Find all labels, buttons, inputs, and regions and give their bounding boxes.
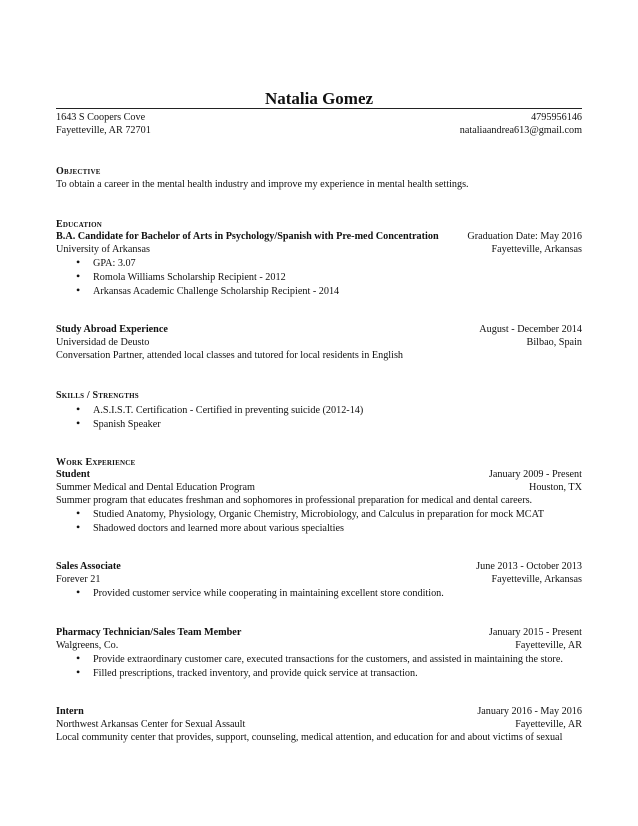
job-org: Summer Medical and Dental Education Program <box>56 482 255 493</box>
abroad-school: Universidad de Deusto <box>56 337 150 348</box>
job-row-1 <box>56 560 582 573</box>
job-location: Fayetteville, AR <box>515 640 582 651</box>
header-row-2 <box>56 124 582 137</box>
job-location: Houston, TX <box>528 482 582 493</box>
job-dates: January 2015 - Present <box>488 627 582 638</box>
job-row-1 <box>56 468 582 481</box>
job-row-1 <box>56 626 582 639</box>
job-location: Fayetteville, Arkansas <box>491 574 582 585</box>
phone: 4795956146 <box>531 112 582 123</box>
abroad-title: Study Abroad Experience <box>56 324 168 335</box>
bullet-icon: • <box>76 651 81 665</box>
header-rule <box>56 108 582 109</box>
list-item: • Provided customer service while cooperating in maintaining excellent store condition. <box>76 585 444 599</box>
objective-text: To obtain a career in the mental health industry and improve my experience in mental health settings. <box>56 179 469 190</box>
job-desc: Local community center that provides, support, counseling, medical attention, and education for and about victims of sexual <box>56 732 563 743</box>
list-item: • A.S.I.S.T. Certification - Certified in preventing suicide (2012-14) <box>76 402 364 416</box>
abroad-row-2 <box>56 336 582 349</box>
job-row-2 <box>56 573 582 586</box>
list-item: • Filled prescriptions, tracked inventory, and provide quick service at transaction. <box>76 665 418 679</box>
skills-heading: Skills / Strengths <box>56 390 139 401</box>
degree: B.A. Candidate for Bachelor of Arts in Psychology/Spanish with Pre-med Concentration <box>56 231 439 242</box>
job-row-1 <box>56 705 582 718</box>
job-row-2 <box>56 639 582 652</box>
list-item: • GPA: 3.07 <box>76 255 136 269</box>
job-org: Forever 21 <box>56 574 101 585</box>
list-item: • Spanish Speaker <box>76 416 161 430</box>
objective-heading: Objective <box>56 166 101 177</box>
abroad-dates: August - December 2014 <box>479 324 582 335</box>
job-dates: January 2009 - Present <box>488 469 582 480</box>
abroad-location: Bilbao, Spain <box>526 337 582 348</box>
job-title: Intern <box>56 706 84 717</box>
job-org: Walgreens, Co. <box>56 640 119 651</box>
bullet-icon: • <box>76 283 81 297</box>
work-heading: Work Experience <box>56 457 136 468</box>
job-title: Sales Associate <box>56 561 121 572</box>
resume-name: Natalia Gomez <box>264 89 374 108</box>
job-desc: Summer program that educates freshman and sophomores in professional preparation for medical and dental careers. <box>56 495 533 506</box>
school-location: Fayetteville, Arkansas <box>491 244 582 255</box>
bullet-icon: • <box>76 269 81 283</box>
job-row-2 <box>56 481 582 494</box>
bullet-icon: • <box>76 585 81 599</box>
list-item: • Romola Williams Scholarship Recipient - 2012 <box>76 269 286 283</box>
education-row-2 <box>56 243 582 256</box>
abroad-desc: Conversation Partner, attended local classes and tutored for local residents in English <box>56 350 404 361</box>
job-org: Northwest Arkansas Center for Sexual Assault <box>56 719 246 730</box>
address-line-2: Fayetteville, AR 72701 <box>56 125 151 136</box>
abroad-row-1 <box>56 323 582 336</box>
list-item: • Provide extraordinary customer care, executed transactions for the customers, and assisted in maintaining the store. <box>76 651 563 665</box>
school: University of Arkansas <box>56 244 150 255</box>
bullet-icon: • <box>76 402 81 416</box>
job-dates: January 2016 - May 2016 <box>477 706 582 717</box>
bullet-icon: • <box>76 416 81 430</box>
job-title: Pharmacy Technician/Sales Team Member <box>56 627 242 638</box>
bullet-icon: • <box>76 255 81 269</box>
email: nataliaandrea613@gmail.com <box>459 125 582 136</box>
bullet-icon: • <box>76 665 81 679</box>
list-item: • Arkansas Academic Challenge Scholarship Recipient - 2014 <box>76 283 340 297</box>
list-item: • Studied Anatomy, Physiology, Organic Chemistry, Microbiology, and Calculus in preparation for mock MCAT <box>76 506 545 520</box>
job-title: Student <box>56 469 90 480</box>
job-dates: June 2013 - October 2013 <box>476 561 582 572</box>
bullet-icon: • <box>76 506 81 520</box>
graduation-date: Graduation Date: May 2016 <box>467 231 582 242</box>
education-heading: Education <box>56 219 103 230</box>
list-item: • Shadowed doctors and learned more about various specialties <box>76 520 344 534</box>
education-row-1 <box>56 230 582 243</box>
address-line-1: 1643 S Coopers Cove <box>56 112 146 123</box>
job-location: Fayetteville, AR <box>515 719 582 730</box>
header-row-1 <box>56 111 582 124</box>
bullet-icon: • <box>76 520 81 534</box>
job-row-2 <box>56 718 582 731</box>
